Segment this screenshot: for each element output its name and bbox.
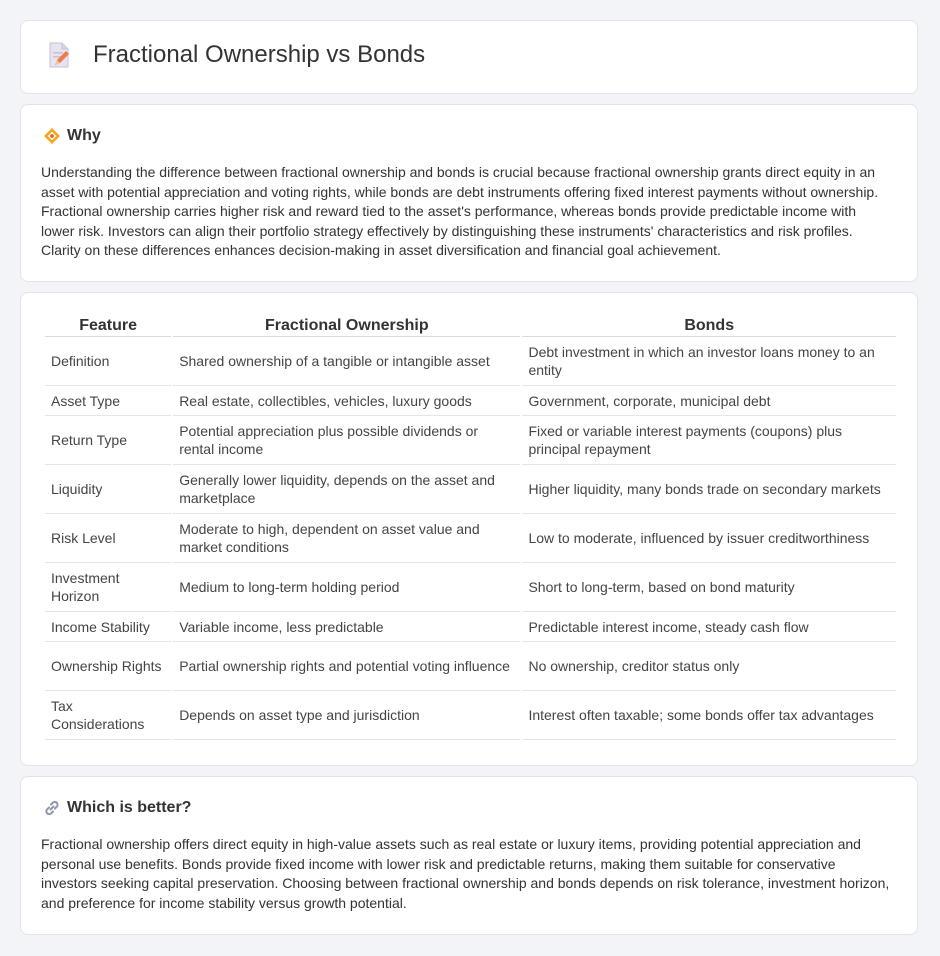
diamond-signal-icon [43,127,61,145]
bonds-cell: Higher liquidity, many bonds trade on secondary markets [522,465,896,514]
feature-cell: Return Type [45,416,171,465]
fractional-cell: Medium to long-term holding period [173,563,520,612]
comparison-table [43,315,898,740]
why-text: Understanding the difference between fractional ownership and bonds is crucial because fractional ownership grants direct equity in an asset with potential appreciation and voting rights, while bonds are debt instruments offering fixed interest payments without ownership. Fractional ownership carries higher risk and reward tied to the asset's performance, whereas bonds provide predictable income with lower risk. Investors can align their portfolio strategy effectively by distinguishing these instruments' characteristics and risk profiles. Clarity on these differences enhances decision-making in asset diversification and financial goal achievement. [41,164,879,258]
bonds-cell: Fixed or variable interest payments (coupons) plus principal repayment [522,416,896,465]
column-header-fractional-ownership: Fractional Ownership [173,315,520,337]
fractional-cell: Moderate to high, dependent on asset value and market conditions [173,514,520,563]
fractional-cell: Partial ownership rights and potential voting influence [173,642,520,691]
feature-cell: Liquidity [45,465,171,514]
table-row [45,416,896,465]
feature-cell: Income Stability [45,612,171,642]
feature-cell: Investment Horizon [45,563,171,612]
fractional-cell: Variable income, less predictable [173,612,520,642]
bonds-cell: No ownership, creditor status only [522,642,896,691]
page-header [47,41,425,69]
table-row [45,642,896,691]
table-row [45,563,896,612]
why-heading-row [43,127,101,145]
fractional-cell: Shared ownership of a tangible or intangible asset [173,337,520,386]
column-header-feature: Feature [45,315,171,337]
feature-cell: Asset Type [45,386,171,416]
why-section [20,104,918,282]
comparison-table-card [20,292,918,766]
table-row [45,337,896,386]
table-row [45,514,896,563]
feature-cell: Ownership Rights [45,642,171,691]
bonds-cell: Low to moderate, influenced by issuer creditworthiness [522,514,896,563]
bonds-cell: Predictable interest income, steady cash flow [522,612,896,642]
table-row [45,691,896,740]
page-title: Fractional Ownership vs Bonds [93,41,426,68]
better-heading-row [43,799,191,817]
table-header-row [45,315,896,337]
better-heading: Which is better? [67,799,192,816]
table-row [45,386,896,416]
better-text: Fractional ownership offers direct equity in high-value assets such as real estate or luxury items, providing potential appreciation and personal use benefits. Bonds provide fixed income with lower risk and predictable returns, making them suitable for conservative investors seeking capital preservation. Choosing between fractional ownership and bonds depends on risk tolerance, investment horizon, and preference for income stability versus growth potential. [41,836,890,911]
document-pencil-icon [47,41,71,69]
column-header-bonds: Bonds [522,315,896,337]
link-icon [43,799,61,817]
feature-cell: Tax Considerations [45,691,171,740]
fractional-cell: Real estate, collectibles, vehicles, luxury goods [173,386,520,416]
title-card [20,20,918,94]
bonds-cell: Debt investment in which an investor loans money to an entity [522,337,896,386]
fractional-cell: Generally lower liquidity, depends on the asset and marketplace [173,465,520,514]
why-heading: Why [67,127,101,144]
bonds-cell: Government, corporate, municipal debt [522,386,896,416]
table-row [45,465,896,514]
table-row [45,612,896,642]
fractional-cell: Depends on asset type and jurisdiction [173,691,520,740]
fractional-cell: Potential appreciation plus possible dividends or rental income [173,416,520,465]
feature-cell: Definition [45,337,171,386]
which-is-better-section [20,776,918,935]
feature-cell: Risk Level [45,514,171,563]
bonds-cell: Short to long-term, based on bond maturity [522,563,896,612]
bonds-cell: Interest often taxable; some bonds offer tax advantages [522,691,896,740]
